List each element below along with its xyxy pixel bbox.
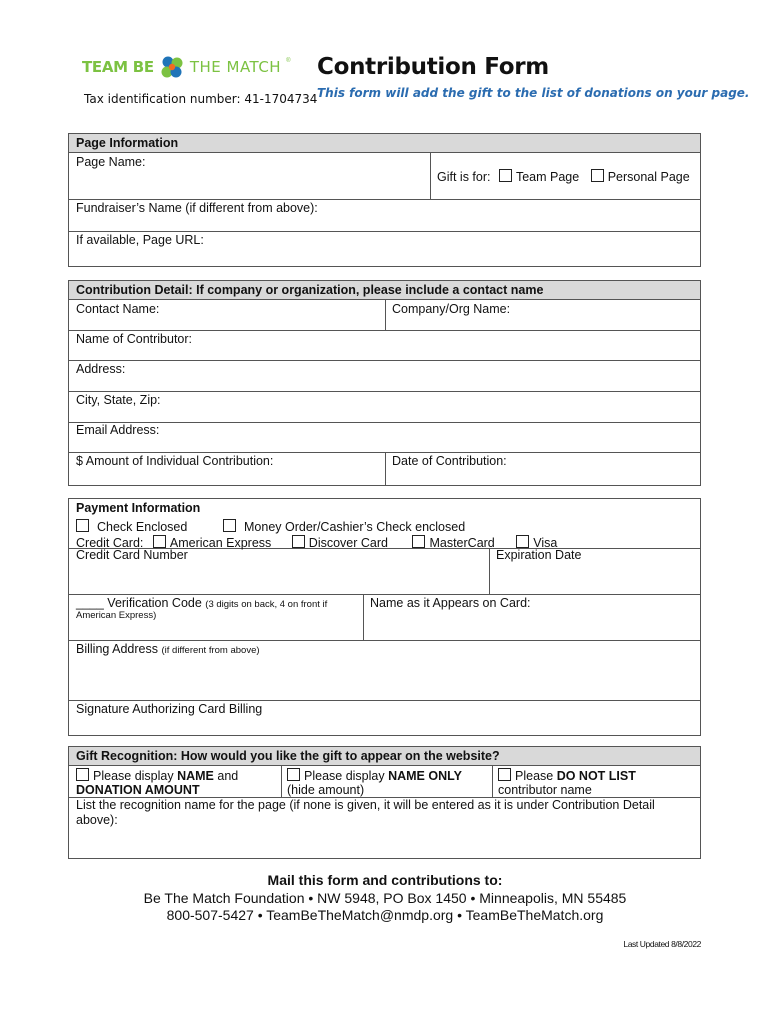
- divider: [489, 549, 490, 594]
- page-url-row[interactable]: [69, 232, 700, 266]
- opt1-line2: DONATION AMOUNT: [76, 783, 200, 797]
- amex-label: American Express: [169, 536, 272, 550]
- payment-method-rows: [69, 499, 700, 549]
- name-and-amount-checkbox[interactable]: [76, 768, 89, 781]
- page-name-row: [69, 153, 700, 200]
- gift-recognition-heading: Gift Recognition: How would you like the gift to appear on the website?: [69, 747, 700, 766]
- recognition-options-row: [69, 766, 700, 798]
- check-enclosed-checkbox[interactable]: [76, 519, 89, 532]
- option-name-and-amount[interactable]: [76, 768, 238, 797]
- visa-label: Visa: [533, 536, 558, 550]
- contributor-name-row[interactable]: [69, 331, 700, 361]
- fundraiser-name-label: Fundraiser’s Name (if different from above):: [76, 201, 318, 215]
- signature-label: Signature Authorizing Card Billing: [76, 702, 263, 716]
- city-state-zip-row[interactable]: [69, 392, 700, 423]
- verification-label: Verification Code: [107, 596, 202, 610]
- verification-label-group: [76, 596, 327, 610]
- fundraiser-name-row[interactable]: [69, 200, 700, 232]
- team-page-label: Team Page: [515, 170, 580, 184]
- personal-page-checkbox[interactable]: [591, 169, 604, 182]
- billing-label: Billing Address: [76, 642, 158, 656]
- payment-information-section: [68, 498, 701, 736]
- tax-id: Tax identification number: 41-1704734: [84, 92, 318, 106]
- money-order-option: [223, 519, 465, 534]
- mail-heading: Mail this form and contributions to:: [267, 872, 503, 888]
- option-do-not-list[interactable]: [498, 768, 636, 797]
- logo-text-the-match: THE MATCH: [189, 58, 282, 76]
- opt3-pre: Please: [515, 769, 557, 783]
- signature-row[interactable]: [69, 701, 700, 735]
- opt1-bold: NAME: [177, 769, 214, 783]
- contribution-detail-section: [68, 280, 701, 486]
- email-row[interactable]: [69, 423, 700, 453]
- gift-recognition-section: [68, 746, 701, 859]
- divider: [363, 595, 364, 640]
- divider: [385, 453, 386, 485]
- credit-card-number-row: [69, 549, 700, 595]
- verification-note: (3 digits on back, 4 on front if: [205, 599, 328, 610]
- team-page-checkbox[interactable]: [499, 169, 512, 182]
- billing-address-row[interactable]: [69, 641, 700, 701]
- cc-number-label: Credit Card Number: [76, 548, 188, 562]
- name-on-card-label: Name as it Appears on Card:: [370, 596, 531, 610]
- divider: [385, 300, 386, 330]
- amount-label: $ Amount of Individual Contribution:: [76, 454, 274, 468]
- opt1-post: and: [213, 769, 239, 783]
- mail-contact: 800-507-5427 • TeamBeTheMatch@nmdp.org • TeamBeTheMatch.org: [166, 907, 604, 923]
- expiration-label: Expiration Date: [496, 548, 582, 562]
- opt3-line2: contributor name: [498, 783, 592, 797]
- divider: [430, 153, 431, 199]
- amex-checkbox[interactable]: [153, 535, 166, 548]
- logo-flower-icon: [159, 54, 185, 80]
- divider: [281, 766, 282, 797]
- do-not-list-checkbox[interactable]: [498, 768, 511, 781]
- credit-card-label: Credit Card:: [76, 536, 144, 550]
- address-row[interactable]: [69, 361, 700, 392]
- team-be-the-match-logo: [82, 52, 291, 82]
- money-order-checkbox[interactable]: [223, 519, 236, 532]
- verification-row: [69, 595, 700, 641]
- contact-name-label: Contact Name:: [76, 302, 160, 316]
- amount-date-row: [69, 453, 700, 485]
- page-information-section: [68, 133, 701, 267]
- money-order-label: Money Order/Cashier’s Check enclosed: [244, 520, 466, 534]
- billing-label-group: [76, 642, 260, 656]
- company-name-label: Company/Org Name:: [392, 302, 511, 316]
- page-information-heading: Page Information: [69, 134, 700, 153]
- mastercard-label: MasterCard: [429, 536, 495, 550]
- opt2-line2: (hide amount): [287, 783, 365, 797]
- visa-checkbox[interactable]: [516, 535, 529, 548]
- page-title: Contribution Form: [317, 54, 549, 80]
- opt1-pre: Please display: [93, 769, 178, 783]
- date-label: Date of Contribution:: [392, 454, 507, 468]
- name-only-checkbox[interactable]: [287, 768, 300, 781]
- opt2-bold: NAME ONLY: [388, 769, 462, 783]
- mastercard-checkbox[interactable]: [412, 535, 425, 548]
- logo-trademark: ®: [286, 58, 291, 64]
- gift-for-label: Gift is for:: [437, 170, 491, 184]
- page-subtitle: This form will add the gift to the list of donations on your page.: [317, 86, 750, 100]
- check-enclosed-label: Check Enclosed: [97, 520, 188, 534]
- contributor-name-label: Name of Contributor:: [76, 332, 193, 346]
- email-label: Email Address:: [76, 423, 160, 437]
- opt3-bold: DO NOT LIST: [556, 769, 636, 783]
- logo-text-team-be: TEAM BE: [82, 58, 154, 76]
- address-label: Address:: [76, 362, 126, 376]
- option-name-only[interactable]: [287, 768, 462, 797]
- billing-note: (if different from above): [161, 645, 260, 656]
- payment-information-heading: Payment Information: [69, 499, 700, 517]
- discover-label: Discover Card: [308, 536, 388, 550]
- page-name-label: Page Name:: [76, 155, 146, 169]
- mail-address: Be The Match Foundation • NW 5948, PO Box 1450 • Minneapolis, MN 55485: [143, 890, 627, 906]
- opt2-pre: Please display: [304, 769, 389, 783]
- personal-page-label: Personal Page: [607, 170, 690, 184]
- contact-row: [69, 300, 700, 331]
- verification-note-line2: American Express): [76, 610, 157, 621]
- recognition-name-label[interactable]: List the recognition name for the page (if none is given, it will be entered as it is under Contribution Detail above):: [76, 798, 655, 827]
- page-url-label: If available, Page URL:: [76, 233, 204, 247]
- divider: [492, 766, 493, 797]
- last-updated: Last Updated 8/8/2022: [623, 939, 701, 949]
- contribution-detail-heading: Contribution Detail: If company or organization, please include a contact name: [69, 281, 700, 300]
- verification-blank: ____: [76, 596, 104, 610]
- gift-for-group: [437, 169, 690, 184]
- check-options: [76, 519, 187, 534]
- discover-checkbox[interactable]: [292, 535, 305, 548]
- city-state-zip-label: City, State, Zip:: [76, 393, 161, 407]
